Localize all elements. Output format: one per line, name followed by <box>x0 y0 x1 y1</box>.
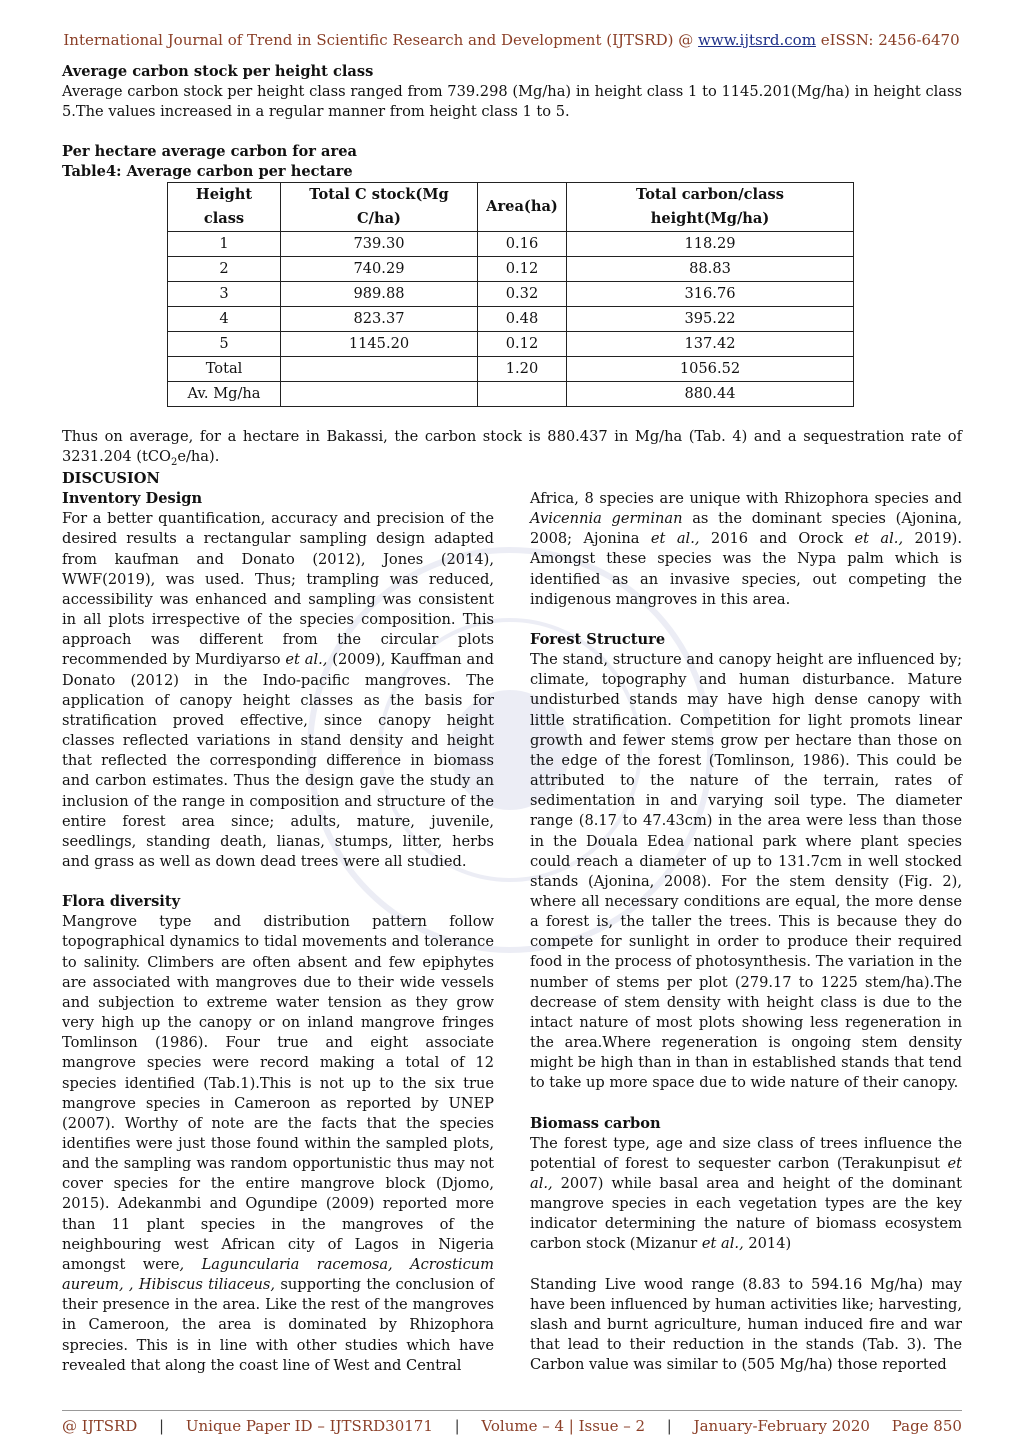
table-cell <box>281 382 478 407</box>
text-run: 2014) <box>743 1235 792 1253</box>
footer-separator: | <box>159 1417 165 1435</box>
section-text-avg-carbon: Average carbon stock per height class ranged from 739.298 (Mg/ha) in height class 1 to 1145.201(Mg/ha) in height class 5.The values increased in a regular manner from height class 1 to 5. <box>62 83 962 120</box>
table-cell: 88.83 <box>567 257 854 282</box>
table-header-cell: Total carbon/class height(Mg/ha) <box>567 183 854 232</box>
text-run: 2007) while basal area and height of the dominant mangrove species in each vegetation types are the key indicator determining the nature of biomass ecosystem carbon stock (Mizanur <box>530 1175 962 1253</box>
text-run: Africa, 8 species are unique with Rhizophora species and <box>530 490 962 507</box>
table-header-cell: Area(ha) <box>478 183 567 232</box>
footer-paper-id: Unique Paper ID – IJTSRD30171 <box>185 1417 433 1435</box>
table-row-total <box>168 357 854 382</box>
header-suffix: eISSN: 2456-6470 <box>815 31 960 49</box>
table-cell: 1.20 <box>478 357 567 382</box>
discussion-heading: DISCUSION <box>62 470 160 487</box>
inventory-paragraph <box>62 509 494 872</box>
table-row <box>168 257 854 282</box>
text-run: Mangrove type and distribution pattern follow topographical dynamics to tidal movements and tolerance to salinity. Climbers are often absent and few epiphytes are associated with mangroves due to their wide vessels and subjection to extreme water tension as they grow very high up the canopy or on inland mangrove fringes Tomlinson (1986). Four true and eight associate mangrove species were record making a total of 12 species identified (Tab.1).This is not up to the six true mangrove species in Cameroon as reported by UNEP (2007). Worthy of note are the facts that the species identifies were just those found within the sampled plots, and the sampling was random opportunistic thus may not cover species for the entire mangrove block (Djomo, 2015). Adekanmbi and Ogundipe (2009) reported more than 11 plant species in the mangroves of the neighbouring west African city of Lagos in Nigeria amongst were <box>62 913 494 1273</box>
table-caption: Table4: Average carbon per hectare <box>62 163 353 180</box>
table-cell: 1145.20 <box>281 332 478 357</box>
table-row <box>168 232 854 257</box>
text-run-italic: , Laguncularia racemosa, Acrosticum aureum, , Hibiscus tiliaceus, <box>62 1255 494 1294</box>
table-row <box>168 332 854 357</box>
text-run: as the dominant species (Ajonina, 2008; Ajonina <box>530 510 962 548</box>
table-header-cell: Height class <box>168 183 281 232</box>
table-cell: 0.12 <box>478 332 567 357</box>
journal-link[interactable]: www.ijtsrd.com <box>698 31 816 49</box>
co2-subscript: 2 <box>170 456 178 468</box>
table-cell: 395.22 <box>567 307 854 332</box>
text-run: 2019). Amongst these species was the Nypa palm which is identified as an invasive species, out competing the indigenous mangroves in this area. <box>530 530 962 608</box>
table-cell: 880.44 <box>567 382 854 407</box>
text-run: 2016 and Orock <box>699 530 855 548</box>
table-cell: 1 <box>168 232 281 257</box>
standing-wood-paragraph: Standing Live wood range (8.83 to 594.16 Mg/ha) may have been influenced by human activities like; harvesting, slash and burnt agriculture, human induced fire and war that lead to their reduction in the stands (Tab. 3). The Carbon value was similar to (505 Mg/ha) those reported <box>530 1275 962 1374</box>
table-cell: 1056.52 <box>567 357 854 382</box>
table-cell: 3 <box>168 282 281 307</box>
journal-header <box>0 31 1023 49</box>
footer-separator: | <box>454 1417 460 1435</box>
footer-separator: | <box>666 1417 672 1435</box>
text-run: supporting the conclusion of their presence in the area. Like the rest of the mangroves in Cameroon, the area is dominated by Rhizophora sprecies. This is in line with other studies which have revealed that along the coast line of West and Central <box>62 1276 494 1374</box>
carbon-table <box>167 182 854 407</box>
table-cell: 2 <box>168 257 281 282</box>
text-run: (2009), Kauffman and Donato (2012) in the Indo-pacific mangroves. The application of canopy height classes as the basis for stratification proved effective, since canopy height classes reflected variations in stand density and height that reflected the corresponding difference in biomass and carbon estimates. Thus the design gave the study an inclusion of the range in composition and structure of the entire forest area since; adults, mature, juvenile, seedlings, standing death, lianas, stumps, litter, herbs and grass as well as down dead trees were all studied. <box>62 651 494 870</box>
text-run: The forest type, age and size class of trees influence the potential of forest to sequester carbon (Terakunpisut <box>530 1134 962 1172</box>
top-section <box>62 62 962 473</box>
table-cell: Av. Mg/ha <box>168 382 281 407</box>
table-cell: 0.12 <box>478 257 567 282</box>
table-cell: 316.76 <box>567 282 854 307</box>
table-cell: 989.88 <box>281 282 478 307</box>
table-cell: Total <box>168 357 281 382</box>
table-cell: 4 <box>168 307 281 332</box>
section-heading-per-hectare: Per hectare average carbon for area <box>62 143 357 160</box>
biomass-heading: Biomass carbon <box>530 1114 661 1132</box>
page-footer <box>62 1417 962 1435</box>
table-header-cell: Total C stock(Mg C/ha) <box>281 183 478 232</box>
footer-page: Page 850 <box>891 1417 962 1435</box>
right-column <box>530 489 962 1375</box>
africa-paragraph <box>530 489 962 610</box>
text-run-italic: et al., <box>701 1235 744 1253</box>
forest-structure-paragraph: The stand, structure and canopy height are influenced by; climate, topography and human disturbance. Mature undisturbed stands may have high dense canopy with little stratification. Competition for light promots linear growth and fewer stems grow per hectare than those on the edge of the forest (Tomlinson, 1986). This could be attributed to the nature of the terrain, rates of sedimentation in and varying soil type. The diameter range (8.17 to 47.43cm) in the area were less than those in the Douala Edea national park where plant species could reach a diameter of up to 131.7cm in well stocked stands (Ajonina, 2008). For the stem density (Fig. 2), where all necessary conditions are equal, the more dense a forest is, the taller the trees. This is because they do compete for sunlight in order to produce their required food in the process of photosynthesis. The variation in the number of stems per plot (279.17 to 1225 stem/ha).The decrease of stem density with height class is due to the intact nature of most plots showing less regeneration in the area.Where regeneration is ongoing stem density might be high than in than in established stands that tend to take up more space due to wide nature of their canopy. <box>530 651 962 1092</box>
table-cell: 823.37 <box>281 307 478 332</box>
left-column <box>62 469 494 1376</box>
table-cell: 0.48 <box>478 307 567 332</box>
table-cell: 137.42 <box>567 332 854 357</box>
table-cell: 739.30 <box>281 232 478 257</box>
flora-paragraph <box>62 912 494 1376</box>
table-cell: 0.32 <box>478 282 567 307</box>
table-row <box>168 307 854 332</box>
text-run-italic: Avicennia germinan <box>530 510 683 528</box>
footer-volume: Volume – 4 | Issue – 2 <box>481 1417 646 1435</box>
table-header-row <box>168 183 854 232</box>
text-run: For a better quantification, accuracy and precision of the desired results a rectangular sampling design adapted from kaufman and Donato (2012), Jones (2014), WWF(2019), was used. Thus; trampling was reduced, accessibility was enhanced and sampling was consistent in all plots irrespective of the species composition. This approach was different from the circular plots recommended by Murdiyarso <box>62 510 494 669</box>
table-cell <box>478 382 567 407</box>
table-cell: 0.16 <box>478 232 567 257</box>
text-run-italic: et al., <box>285 651 328 669</box>
text-run-italic: et al., <box>530 1154 962 1192</box>
table-cell <box>281 357 478 382</box>
table-cell: 118.29 <box>567 232 854 257</box>
summary-text-part: e/ha). <box>177 448 220 465</box>
section-heading-avg-carbon: Average carbon stock per height class <box>62 63 374 80</box>
biomass-paragraph <box>530 1134 962 1255</box>
table-cell: 5 <box>168 332 281 357</box>
inventory-heading: Inventory Design <box>62 490 203 508</box>
text-run-italic: et al., <box>650 530 700 548</box>
table-row <box>168 282 854 307</box>
forest-structure-heading: Forest Structure <box>530 630 666 648</box>
footer-divider <box>62 1410 962 1411</box>
header-prefix: International Journal of Trend in Scientific Research and Development (IJTSRD) @ <box>63 31 699 49</box>
summary-text-part: Thus on average, for a hectare in Bakassi, the carbon stock is 880.437 in Mg/ha (Tab. 4) and a sequestration rate of 3231.204 (tCO <box>62 428 962 465</box>
text-run-italic: et al., <box>854 530 904 548</box>
table-cell: 740.29 <box>281 257 478 282</box>
table-row-average <box>168 382 854 407</box>
footer-date: January-February 2020 <box>693 1417 870 1435</box>
summary-text <box>62 427 962 473</box>
footer-brand: @ IJTSRD <box>62 1417 138 1435</box>
flora-heading: Flora diversity <box>62 893 181 911</box>
